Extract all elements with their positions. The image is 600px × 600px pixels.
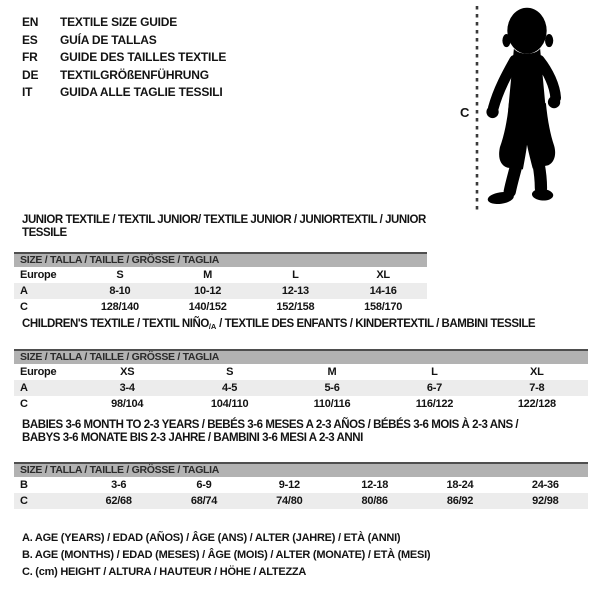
section-title — [22, 419, 588, 445]
row-label: Europe — [20, 269, 57, 281]
language-code: FR — [22, 50, 38, 64]
row-label: C — [20, 495, 28, 507]
cell-value: 152/158 — [276, 301, 315, 313]
cell-value: 12-18 — [361, 479, 389, 491]
table-row — [14, 299, 427, 315]
section-title-line: BABYS 3-6 MONATE BIS 2-3 JAHRE / BAMBINI 3-6 MESI A 2-3 ANNI — [22, 432, 363, 444]
legend-row: B. AGE (MONTHS) / EDAD (MESES) / ÂGE (MOIS) / ALTER (MONATE) / ETÀ (MESI) — [22, 549, 431, 562]
table-row — [14, 380, 588, 396]
row-label: C — [20, 301, 28, 313]
cell-value: S — [116, 269, 124, 281]
height-measure-label: C — [460, 105, 470, 120]
cell-value: XL — [530, 366, 544, 378]
table-row — [14, 493, 588, 509]
row-label: Europe — [20, 366, 57, 378]
table-row — [14, 364, 588, 380]
size-table — [14, 349, 588, 412]
language-code: IT — [22, 85, 33, 99]
cell-value: 116/122 — [415, 398, 454, 410]
language-code: EN — [22, 15, 39, 29]
size-table-body — [14, 477, 588, 509]
cell-value: 140/152 — [188, 301, 227, 313]
language-row — [22, 14, 226, 32]
size-table — [14, 252, 427, 315]
cell-value: 5-6 — [324, 382, 340, 394]
cell-value: 86/92 — [446, 495, 474, 507]
babies-textile-section — [14, 419, 588, 509]
size-header: SIZE / TALLA / TAILLE / GRÖSSE / TAGLIA — [14, 252, 427, 267]
language-label: GUIDE DES TAILLES TEXTILE — [60, 50, 227, 64]
size-table-body — [14, 364, 588, 412]
cell-value: 4-5 — [222, 382, 238, 394]
language-row — [22, 32, 226, 50]
section-title-line: JUNIOR TEXTILE / TEXTIL JUNIOR/ TEXTILE JUNIOR / JUNIORTEXTIL / JUNIOR TESSILE — [22, 214, 426, 239]
cell-value: M — [203, 269, 213, 281]
baby-figure — [448, 4, 588, 222]
table-row — [14, 477, 588, 493]
cell-value: S — [226, 366, 234, 378]
cell-value: 158/170 — [364, 301, 403, 313]
height-measure-line — [474, 6, 480, 214]
cell-value: XS — [120, 366, 135, 378]
language-row — [22, 84, 226, 102]
section-title — [22, 318, 588, 333]
size-header: SIZE / TALLA / TAILLE / GRÖSSE / TAGLIA — [14, 462, 588, 477]
language-list — [22, 14, 226, 102]
cell-value: 74/80 — [276, 495, 303, 507]
cell-value: 7-8 — [529, 382, 545, 394]
cell-value: L — [431, 366, 438, 378]
cell-value: 6-7 — [426, 382, 442, 394]
table-row — [14, 396, 588, 412]
size-header: SIZE / TALLA / TAILLE / GRÖSSE / TAGLIA — [14, 349, 588, 364]
size-table-body — [14, 267, 427, 315]
cell-value: 14-16 — [369, 285, 397, 297]
cell-value: M — [327, 366, 337, 378]
row-label: C — [20, 398, 28, 410]
cell-value: 18-24 — [446, 479, 474, 491]
cell-value: 98/104 — [111, 398, 144, 410]
table-row — [14, 267, 427, 283]
section-title-line: CHILDREN'S TEXTILE / TEXTIL $NIÑO_{/A}$ / TEXTILE DES ENFANTS / KINDERTEXTIL / BAMBINI TESSILE — [22, 318, 536, 331]
cell-value: 62/68 — [105, 495, 132, 507]
legend-row: C. (cm) HEIGHT / ALTURA / HAUTEUR / HÖHE / ALTEZZA — [22, 566, 307, 579]
baby-silhouette-icon — [486, 6, 568, 208]
cell-value: 110/116 — [313, 398, 351, 410]
legend — [22, 530, 430, 582]
cell-value: 104/110 — [210, 398, 249, 410]
size-table — [14, 462, 588, 509]
language-row — [22, 67, 226, 85]
row-label: A — [20, 382, 28, 394]
language-code: DE — [22, 67, 39, 82]
legend-row: A. AGE (YEARS) / EDAD (AÑOS) / ÂGE (ANS) / ALTER (JAHRE) / ETÀ (ANNI) — [22, 532, 401, 544]
language-label: TEXTILE SIZE GUIDE — [60, 15, 178, 29]
cell-value: 6-9 — [196, 479, 212, 491]
cell-value: 3-4 — [119, 382, 135, 394]
cell-value: 8-10 — [109, 285, 131, 297]
childrens-textile-section — [14, 318, 588, 412]
language-code: ES — [22, 32, 38, 47]
cell-value: 10-12 — [194, 285, 222, 297]
cell-value: L — [292, 269, 299, 281]
table-row — [14, 283, 427, 299]
cell-value: 68/74 — [190, 495, 218, 507]
language-label: TEXTILGRÖßENFÜHRUNG — [60, 67, 209, 82]
language-label: GUIDA ALLE TAGLIE TESSILI — [60, 85, 223, 99]
cell-value: 80/86 — [361, 495, 388, 507]
cell-value: 92/98 — [532, 495, 559, 507]
cell-value: 12-13 — [281, 285, 309, 297]
cell-value: 3-6 — [111, 479, 127, 491]
language-row — [22, 49, 226, 67]
section-title-line: BABIES 3-6 MONTH TO 2-3 YEARS / BEBÉS 3-6 MESES A 2-3 AÑOS / BÉBÉS 3-6 MOIS À 2-3 ANS / — [22, 419, 519, 431]
cell-value: 9-12 — [278, 479, 300, 491]
cell-value: 128/140 — [100, 301, 139, 313]
junior-textile-section — [14, 214, 427, 315]
cell-value: 24-36 — [531, 479, 559, 491]
cell-value: XL — [376, 269, 390, 281]
language-label: GUÍA DE TALLAS — [60, 32, 157, 47]
cell-value: 122/128 — [517, 398, 556, 410]
section-title — [22, 214, 427, 240]
row-label: A — [20, 285, 28, 297]
row-label: B — [20, 479, 28, 491]
